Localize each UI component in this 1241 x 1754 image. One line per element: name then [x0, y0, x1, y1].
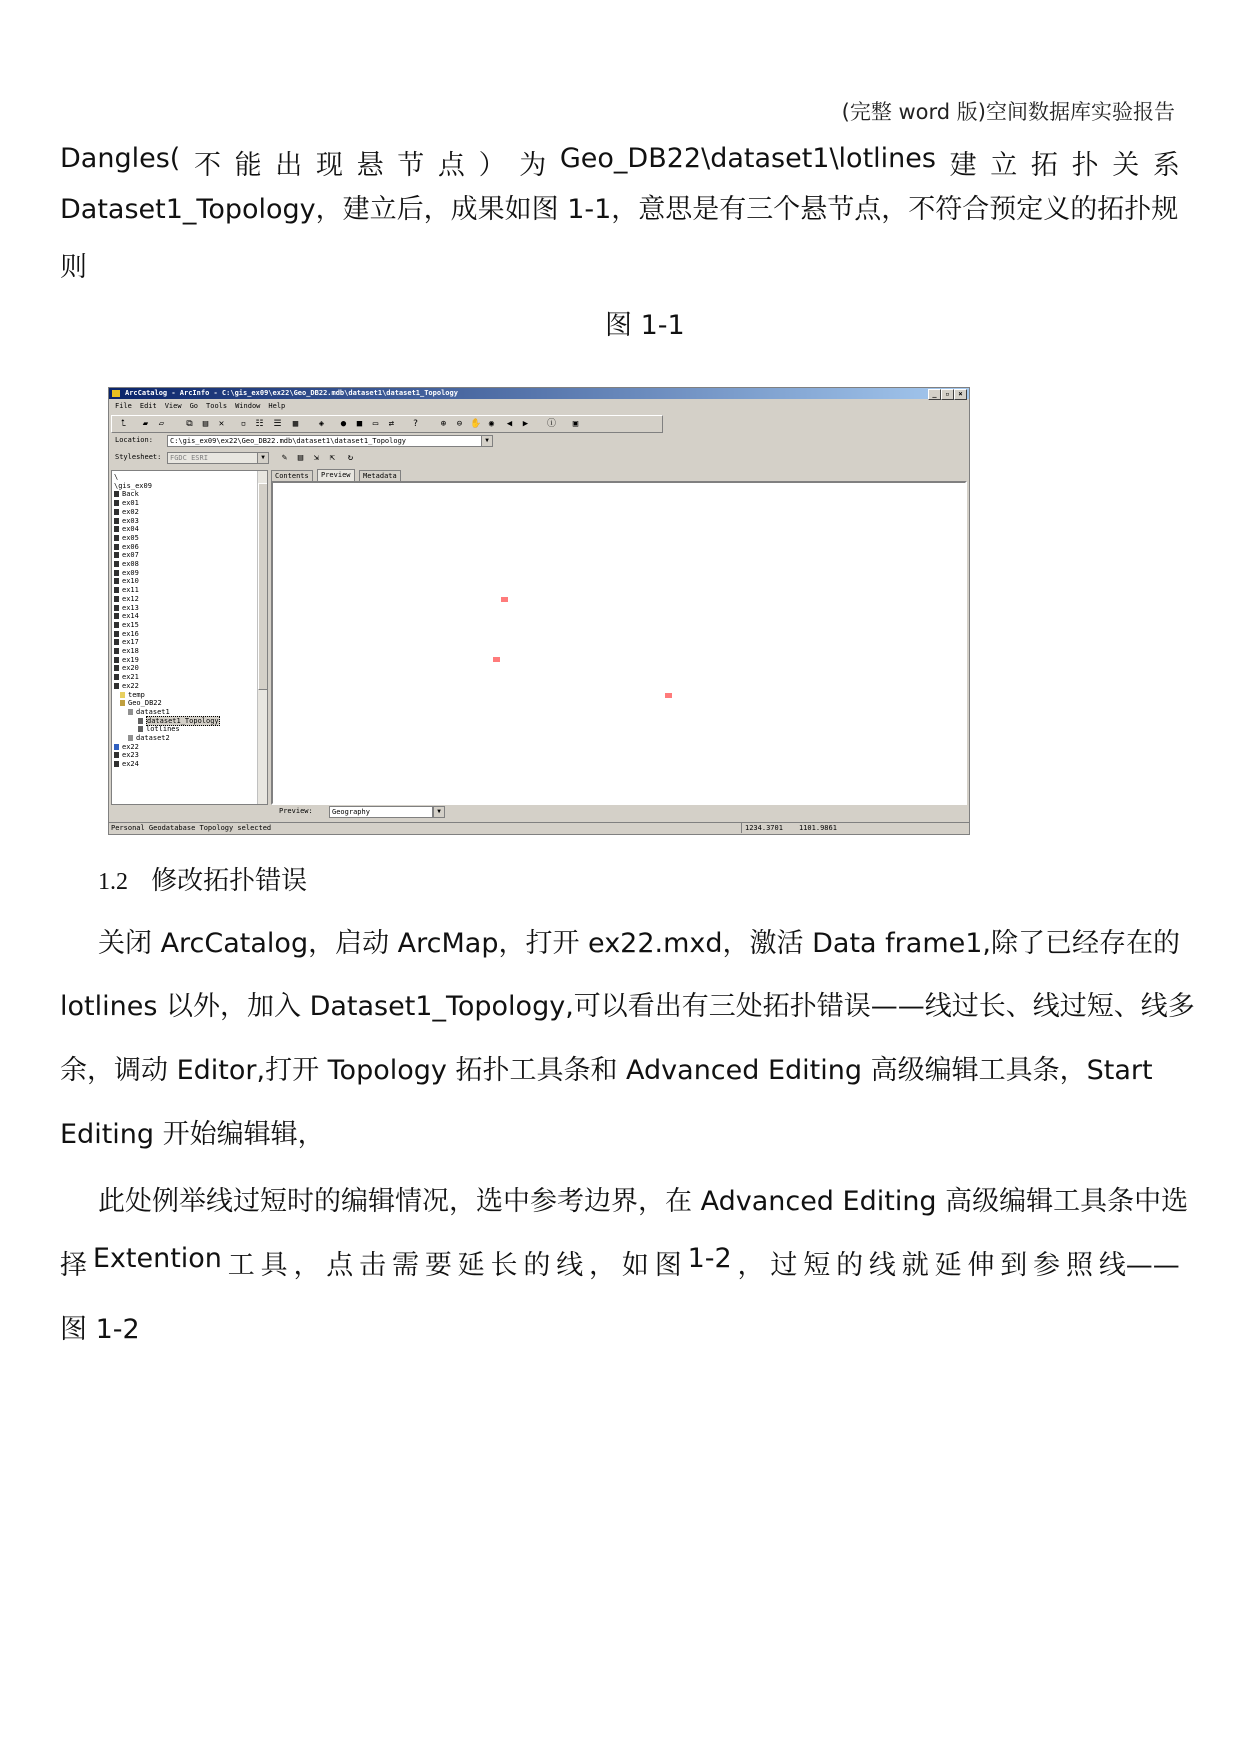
tree-item-label: Back — [122, 490, 139, 499]
tree-item[interactable] — [138, 725, 180, 734]
folder-icon — [114, 674, 119, 680]
tree-item[interactable] — [114, 534, 139, 543]
tree-item-label: ex13 — [122, 603, 139, 612]
word: 延 — [934, 1250, 962, 1281]
folder-icon — [114, 570, 119, 576]
folder-icon — [114, 491, 119, 497]
folder-icon — [114, 552, 119, 558]
word: ， — [737, 1250, 765, 1281]
tree-item-label: ex22 — [122, 742, 139, 751]
metadata-properties-icon[interactable]: ▤ — [297, 453, 304, 463]
tree-item-label: dataset1 — [136, 707, 170, 716]
menu-help[interactable]: Help — [268, 402, 286, 410]
dangle-error-marker — [665, 693, 672, 698]
folder-icon — [114, 622, 119, 628]
word: ， — [293, 1250, 321, 1281]
tree-item-label: ex21 — [122, 673, 139, 682]
word: 择 — [60, 1250, 87, 1281]
tree-item-label: lotlines — [146, 725, 180, 734]
export-metadata-icon[interactable]: ⇱ — [329, 453, 336, 463]
para1-line3: 则 — [60, 252, 87, 283]
word: 系 — [1152, 150, 1180, 181]
tab-contents[interactable]: Contents — [271, 470, 313, 481]
details-icon[interactable]: ☰ — [273, 419, 282, 429]
folder-icon — [114, 613, 119, 619]
tree-item[interactable] — [114, 577, 139, 586]
menu-bar — [109, 400, 969, 412]
folder-icon — [114, 683, 119, 689]
window-title: ArcCatalog - ArcInfo - C:\gis_ex09\ex22\Geo_DB22.mdb\dataset1\dataset1_Topology — [125, 389, 458, 397]
folder-icon — [114, 631, 119, 637]
location-bar — [109, 434, 969, 448]
word: 具 — [260, 1250, 288, 1281]
tree-item-label: dataset1_Topology — [147, 716, 219, 725]
menu-edit[interactable]: Edit — [139, 402, 157, 410]
import-metadata-icon[interactable]: ⇲ — [313, 453, 320, 463]
metadata-toolbar — [109, 451, 969, 465]
tree-item[interactable] — [114, 499, 139, 508]
create-thumbnail-icon[interactable]: ▣ — [572, 419, 579, 429]
preview-label: Preview: — [279, 807, 313, 815]
tree-item-label: dataset2 — [136, 734, 170, 742]
arccatalog-app-icon — [112, 390, 120, 397]
para1-line1 — [60, 143, 1180, 182]
thumbnails-icon[interactable]: ▦ — [292, 419, 299, 429]
folder-icon — [120, 692, 125, 698]
page-header: (完整 word 版)空间数据库实验报告 — [841, 100, 1175, 124]
zoom-out-icon[interactable]: ⊖ — [456, 419, 463, 429]
word: ） — [478, 150, 506, 181]
section-number: 1.2 — [98, 869, 128, 895]
window-titlebar — [109, 388, 969, 399]
tree-item[interactable] — [114, 630, 139, 639]
paste-icon[interactable]: ▤ — [202, 419, 209, 429]
tree-item[interactable] — [114, 508, 139, 517]
word: 参 — [1033, 1250, 1061, 1281]
disconnect-folder-icon[interactable]: ▱ — [158, 419, 165, 429]
folder-icon — [114, 526, 119, 532]
menu-file[interactable]: File — [115, 402, 132, 410]
tree-item[interactable] — [114, 551, 139, 560]
para2-line2: lotlines 以外，加入 Dataset1_Topology,可以看出有三处拓扑错误——线过长、线过短、线多 — [60, 991, 1195, 1022]
word: 立 — [990, 150, 1018, 181]
word: Extention — [92, 1243, 222, 1274]
tree-item[interactable] — [114, 560, 139, 569]
tree-item[interactable] — [114, 482, 152, 491]
status-divider — [741, 823, 742, 833]
tree-item-label: ex01 — [122, 499, 139, 508]
tab-metadata[interactable]: Metadata — [359, 470, 401, 481]
folder-icon — [114, 509, 119, 515]
word: 点 — [326, 1250, 354, 1281]
word: 如 — [621, 1250, 649, 1281]
tree-item-label: ex19 — [122, 655, 139, 664]
para1-line2: Dataset1_Topology，建立后，成果如图 1-1，意思是有三个悬节点，不符合预定义的拓扑规 — [60, 194, 1179, 225]
word: 悬 — [356, 150, 384, 181]
catalog-tabs — [271, 470, 571, 481]
preview-bar — [271, 806, 963, 818]
word: 节 — [397, 150, 425, 181]
tree-item[interactable] — [114, 673, 139, 682]
tree-item[interactable] — [114, 612, 139, 621]
stylesheet-label: Stylesheet: — [115, 453, 162, 461]
whats-this-icon[interactable]: ? — [412, 419, 419, 429]
tree-item[interactable] — [114, 525, 139, 534]
tree-item-label: ex23 — [122, 751, 139, 760]
tree-item[interactable] — [114, 760, 139, 769]
word: 1-2 — [687, 1243, 732, 1274]
folder-icon — [114, 596, 119, 602]
word: 伸 — [967, 1250, 995, 1281]
word: 要 — [424, 1250, 452, 1281]
folder-icon — [114, 605, 119, 611]
location-input[interactable]: C:\gis_ex09\ex22\Geo_DB22.mdb\dataset1\dataset1_Topology — [167, 435, 483, 447]
connect-folder-icon[interactable]: ▰ — [142, 419, 149, 429]
tree-item-label: ex16 — [122, 629, 139, 638]
word: 现 — [315, 150, 343, 181]
dangle-error-marker — [501, 597, 508, 602]
para3-line2 — [60, 1243, 1180, 1282]
stylesheet-select[interactable]: FGDC ESRI — [167, 452, 259, 464]
word: 长 — [490, 1250, 518, 1281]
restore-icon[interactable]: ▫ — [941, 389, 954, 400]
word: 短 — [803, 1250, 831, 1281]
folder-icon — [114, 518, 119, 524]
tree-item-label: ex18 — [122, 647, 139, 655]
word: 击 — [359, 1250, 387, 1281]
tree-item-label: ex12 — [122, 594, 139, 603]
word: Geo_DB22\dataset1\lotlines — [559, 143, 936, 174]
folder-icon — [114, 752, 119, 758]
word: 就 — [901, 1250, 929, 1281]
section-title: 修改拓扑错误 — [151, 866, 308, 896]
tree-item-label: ex14 — [122, 612, 139, 621]
word: 过 — [770, 1250, 798, 1281]
location-label: Location: — [115, 436, 153, 444]
tree-item-label: ex10 — [122, 577, 139, 586]
tree-item[interactable] — [114, 656, 139, 665]
status-bar — [109, 822, 969, 834]
delete-icon[interactable]: ✕ — [218, 419, 225, 429]
word: 点 — [437, 150, 465, 181]
para2-line1: 关闭 ArcCatalog，启动 ArcMap，打开 ex22.mxd，激活 Data frame1,除了已经存在的 — [98, 928, 1180, 959]
word: 的 — [523, 1250, 551, 1281]
tree-item[interactable] — [114, 586, 139, 595]
model-builder-icon[interactable]: ⇄ — [388, 419, 395, 429]
folder-icon — [114, 639, 119, 645]
tree-item[interactable] — [114, 621, 139, 630]
folder-icon — [114, 648, 119, 654]
folder-icon — [114, 578, 119, 584]
word: 线 — [868, 1250, 896, 1281]
tree-item-label: ex08 — [122, 560, 139, 568]
tree-item-label: ex05 — [122, 533, 139, 542]
preview-type-select[interactable]: Geography — [329, 806, 433, 818]
word: 扑 — [1071, 150, 1099, 181]
tree-item[interactable] — [120, 699, 162, 708]
tab-preview[interactable]: Preview — [317, 469, 355, 481]
folder-icon — [114, 587, 119, 593]
folder-icon — [128, 709, 133, 715]
large-icons-icon[interactable]: ▫ — [240, 419, 247, 429]
word: 拓 — [1030, 150, 1058, 181]
tree-item-label: ex03 — [122, 516, 139, 525]
chevron-down-icon[interactable]: ▼ — [433, 806, 445, 818]
update-metadata-icon[interactable]: ↻ — [347, 453, 354, 463]
tree-item[interactable] — [114, 647, 139, 656]
zoom-in-icon[interactable]: ⊕ — [440, 419, 447, 429]
arccatalog-screenshot — [108, 387, 970, 835]
scrollbar-thumb[interactable] — [258, 483, 268, 690]
minimize-icon[interactable]: _ — [928, 389, 941, 400]
folder-icon — [120, 700, 125, 706]
tree-item[interactable] — [138, 717, 220, 726]
tree-item[interactable] — [114, 473, 118, 482]
status-y-coord: 1101.9861 — [799, 824, 837, 832]
edit-metadata-icon[interactable]: ✎ — [281, 453, 288, 463]
menu-tools[interactable]: Tools — [206, 402, 228, 410]
list-icon[interactable]: ☷ — [255, 419, 264, 429]
tree-item[interactable] — [114, 743, 139, 752]
standard-toolbar — [111, 415, 663, 433]
tree-item[interactable] — [114, 517, 139, 526]
folder-icon — [114, 665, 119, 671]
tree-item[interactable] — [120, 691, 145, 700]
arctoolbox-icon[interactable]: ■ — [356, 419, 363, 429]
globe-icon[interactable]: ● — [340, 419, 347, 429]
back-arrow-icon[interactable]: ◀ — [506, 419, 513, 429]
chevron-down-icon[interactable]: ▼ — [481, 435, 493, 447]
tree-item-label: temp — [128, 690, 145, 699]
word: Dangles( — [60, 143, 181, 174]
folder-icon — [114, 500, 119, 506]
word: 能 — [234, 150, 262, 181]
word: 线 — [556, 1250, 584, 1281]
word: 的 — [836, 1250, 864, 1281]
word: 为 — [519, 150, 547, 181]
tree-item[interactable] — [128, 734, 170, 743]
tree-item[interactable] — [114, 751, 139, 760]
command-line-icon[interactable]: ▭ — [372, 419, 379, 429]
tree-item[interactable] — [114, 682, 139, 691]
tree-item-label: ex11 — [122, 586, 139, 595]
word: 照 — [1065, 1250, 1093, 1281]
word: 线—— — [1098, 1250, 1180, 1281]
word: 需 — [391, 1250, 419, 1281]
tree-item[interactable] — [114, 664, 139, 673]
folder-icon — [138, 726, 143, 732]
folder-icon — [138, 718, 143, 724]
para3-line1: 此处例举线过短时的编辑情况，选中参考边界，在 Advanced Editing 高级编辑工具条中选 — [98, 1186, 1189, 1217]
para2-line4: Editing 开始编辑辑， — [60, 1119, 325, 1150]
menu-view[interactable]: View — [164, 402, 182, 410]
up-one-level-icon[interactable]: ⮤ — [120, 419, 127, 429]
close-icon[interactable]: × — [954, 389, 967, 400]
word: 延 — [457, 1250, 485, 1281]
folder-icon — [114, 535, 119, 541]
preview-canvas[interactable] — [271, 481, 967, 805]
tree-item[interactable] — [114, 569, 139, 578]
section-heading — [98, 860, 307, 897]
tree-item-label: ex07 — [122, 551, 139, 560]
tree-item-label: ex22 — [122, 681, 139, 690]
tree-item[interactable] — [114, 638, 139, 647]
tree-item[interactable] — [114, 543, 139, 552]
copy-icon[interactable]: ⧉ — [186, 419, 193, 429]
word: 不 — [193, 150, 221, 181]
folder-icon — [114, 744, 119, 750]
word: ， — [589, 1250, 617, 1281]
pan-icon[interactable]: ✋ — [470, 419, 482, 429]
menu-window[interactable]: Window — [235, 402, 261, 410]
tree-item-label: ex06 — [122, 542, 139, 551]
tree-scrollbar[interactable] — [257, 471, 268, 804]
folder-icon — [114, 761, 119, 767]
para3-line3: 图 1-2 — [60, 1314, 140, 1345]
tree-item-label: ex04 — [122, 525, 139, 534]
folder-icon — [128, 735, 133, 741]
word: 出 — [275, 150, 303, 181]
tree-item-label: ex15 — [122, 620, 139, 629]
full-extent-icon[interactable]: ◉ — [488, 419, 495, 429]
word: 图 — [654, 1250, 682, 1281]
tree-item-label: ex24 — [122, 760, 139, 769]
para2-line3: 余，调动 Editor,打开 Topology 拓扑工具条和 Advanced Editing 高级编辑工具条，Start — [60, 1055, 1153, 1086]
folder-icon — [114, 561, 119, 567]
catalog-tree — [111, 470, 268, 805]
forward-arrow-icon[interactable]: ▶ — [522, 419, 529, 429]
identify-icon[interactable]: ⓘ — [546, 419, 556, 429]
figure-caption-1-1: 图 1-1 — [605, 310, 685, 341]
word: 到 — [1000, 1250, 1028, 1281]
word: 关 — [1112, 150, 1140, 181]
tree-item-label: ex02 — [122, 507, 139, 516]
tree-item-label: ex17 — [122, 638, 139, 647]
tree-item[interactable] — [114, 604, 139, 613]
status-text: Personal Geodatabase Topology selected — [111, 824, 272, 832]
launch-arcmap-icon[interactable]: ◈ — [318, 419, 325, 429]
tree-item-label: Geo_DB22 — [128, 699, 162, 708]
folder-icon — [114, 657, 119, 663]
word: 工 — [227, 1250, 255, 1281]
tree-item[interactable] — [114, 490, 139, 499]
chevron-down-icon[interactable]: ▼ — [257, 452, 269, 464]
dangle-error-marker — [493, 657, 500, 662]
tree-item-label: ex09 — [122, 568, 139, 577]
menu-go[interactable]: Go — [189, 402, 199, 410]
tree-item-label: \ — [114, 473, 119, 481]
folder-icon — [114, 544, 119, 550]
tree-item-label: ex20 — [122, 664, 139, 673]
tree-item-label: \gis_ex09 — [114, 481, 152, 490]
word: 建 — [949, 150, 977, 181]
tree-item[interactable] — [114, 595, 139, 604]
status-x-coord: 1234.3701 — [745, 824, 783, 832]
